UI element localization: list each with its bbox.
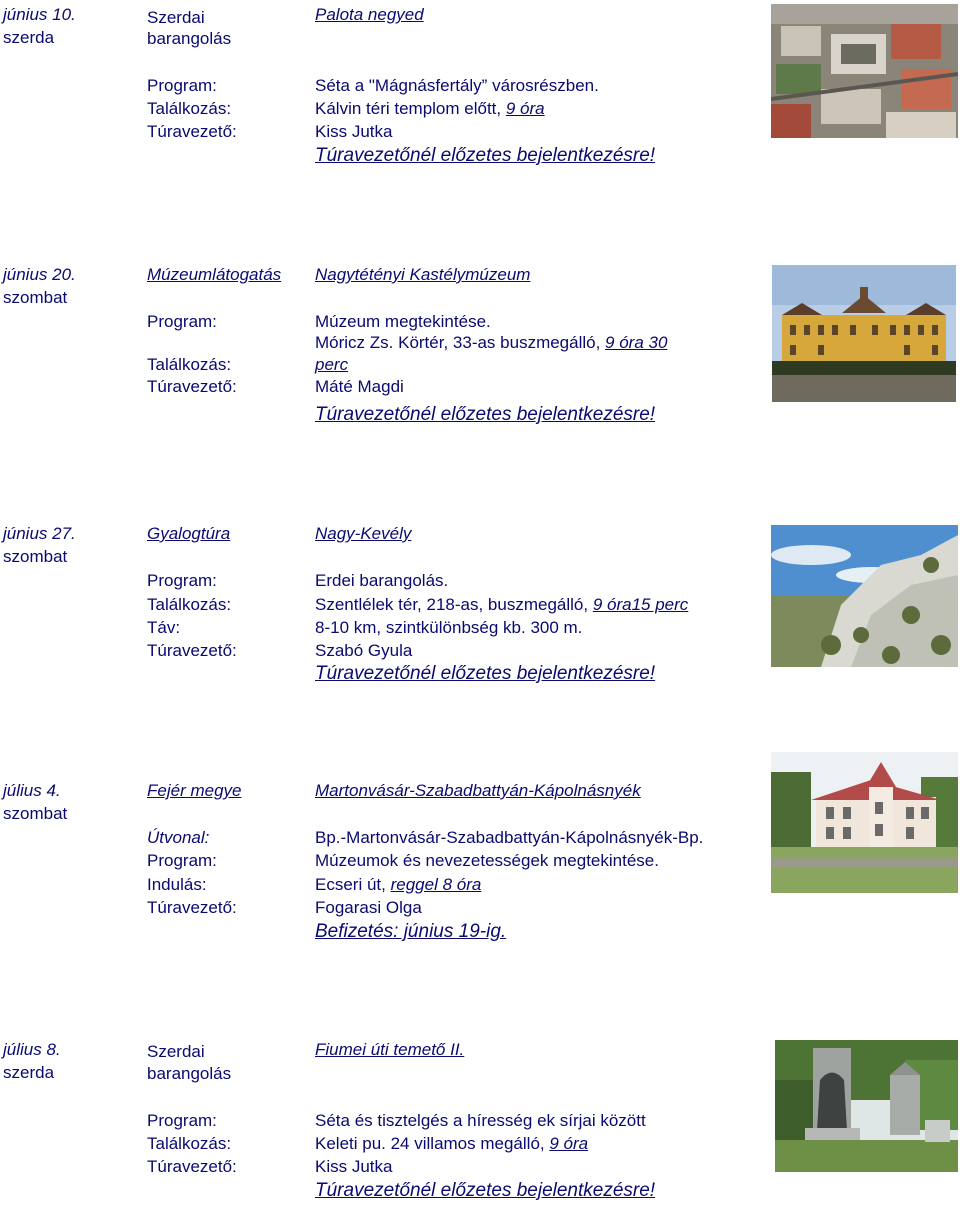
event-category-line2: barangolás bbox=[147, 29, 232, 48]
row-value: Kiss Jutka bbox=[315, 122, 393, 141]
event-title: Nagytétényi Kastélymúzeum bbox=[315, 265, 531, 284]
row-label: Találkozás: bbox=[147, 99, 232, 118]
row-value: Szabó Gyula bbox=[315, 641, 413, 660]
cemetery-statue-photo bbox=[775, 1040, 958, 1172]
row-label: Túravezető: bbox=[147, 1157, 237, 1176]
row-value: Móricz Zs. Körtér, 33-as buszmegálló, 9 óra 30 bbox=[315, 333, 668, 352]
row-label: Program: bbox=[147, 851, 217, 870]
event-note: Túravezetőnél előzetes bejelentkezésre! bbox=[315, 663, 656, 684]
row-label: Program: bbox=[147, 312, 217, 331]
row-value: Ecseri út, reggel 8 óra bbox=[315, 875, 482, 894]
event-category: Fejér megye bbox=[147, 781, 242, 800]
event-date: június 10. bbox=[3, 5, 76, 24]
row-value: Erdei barangolás. bbox=[315, 571, 449, 590]
event-day: szombat bbox=[3, 547, 68, 566]
event-date: július 4. bbox=[3, 781, 61, 800]
manor-house-photo bbox=[771, 752, 958, 893]
row-value: perc bbox=[315, 355, 349, 374]
row-label: Program: bbox=[147, 76, 217, 95]
row-value: 8-10 km, szintkülönbség kb. 300 m. bbox=[315, 618, 583, 637]
row-value: Séta a "Mágnásfertály” városrészben. bbox=[315, 76, 599, 95]
castle-photo bbox=[772, 265, 956, 402]
row-value: Múzeumok és nevezetességek megtekintése. bbox=[315, 851, 659, 870]
event-title: Fiumei úti temető II. bbox=[315, 1040, 465, 1059]
row-value: Kálvin téri templom előtt, 9 óra bbox=[315, 99, 545, 118]
event-title: Palota negyed bbox=[315, 5, 424, 24]
event-category-line2: barangolás bbox=[147, 1064, 232, 1083]
row-value: Fogarasi Olga bbox=[315, 898, 422, 917]
row-value: Múzeum megtekintése. bbox=[315, 312, 491, 331]
row-value: Séta és tisztelgés a híresség ek sírjai között bbox=[315, 1111, 646, 1130]
event-category: Szerdai bbox=[147, 1042, 205, 1061]
event-note: Túravezetőnél előzetes bejelentkezésre! bbox=[315, 1180, 656, 1201]
event-category: Múzeumlátogatás bbox=[147, 265, 282, 284]
event-note: Túravezetőnél előzetes bejelentkezésre! bbox=[315, 404, 656, 425]
row-label: Túravezető: bbox=[147, 898, 237, 917]
row-label: Találkozás: bbox=[147, 355, 232, 374]
event-date: július 8. bbox=[3, 1040, 61, 1059]
event-day: szombat bbox=[3, 804, 68, 823]
event-note: Túravezetőnél előzetes bejelentkezésre! bbox=[315, 145, 656, 166]
row-value: Keleti pu. 24 villamos megálló, 9 óra bbox=[315, 1134, 589, 1153]
event-day: szerda bbox=[3, 28, 55, 47]
event-day: szombat bbox=[3, 288, 68, 307]
row-label: Program: bbox=[147, 571, 217, 590]
row-value: Kiss Jutka bbox=[315, 1157, 393, 1176]
row-value: Szentlélek tér, 218-as, buszmegálló, 9 óra15 perc bbox=[315, 595, 689, 614]
row-label: Túravezető: bbox=[147, 641, 237, 660]
row-label: Találkozás: bbox=[147, 1134, 232, 1153]
row-label: Túravezető: bbox=[147, 377, 237, 396]
city-aerial-photo bbox=[771, 4, 958, 138]
event-category: Szerdai bbox=[147, 8, 205, 27]
row-label: Túravezető: bbox=[147, 122, 237, 141]
event-title: Nagy-Kevély bbox=[315, 524, 412, 543]
row-label: Útvonal: bbox=[147, 828, 210, 847]
event-day: szerda bbox=[3, 1063, 55, 1082]
event-note: Befizetés: június 19-ig. bbox=[315, 921, 507, 942]
row-label: Program: bbox=[147, 1111, 217, 1130]
row-value: Bp.-Martonvásár-Szabadbattyán-Kápolnásnyék-Bp. bbox=[315, 828, 704, 847]
row-label: Indulás: bbox=[147, 875, 207, 894]
event-date: június 20. bbox=[3, 265, 76, 284]
row-value: Máté Magdi bbox=[315, 377, 404, 396]
row-label: Találkozás: bbox=[147, 595, 232, 614]
event-date: június 27. bbox=[3, 524, 76, 543]
event-category: Gyalogtúra bbox=[147, 524, 231, 543]
row-label: Táv: bbox=[147, 618, 181, 637]
rocky-hill-photo bbox=[771, 525, 958, 667]
event-title: Martonvásár-Szabadbattyán-Kápolnásnyék bbox=[315, 781, 641, 800]
